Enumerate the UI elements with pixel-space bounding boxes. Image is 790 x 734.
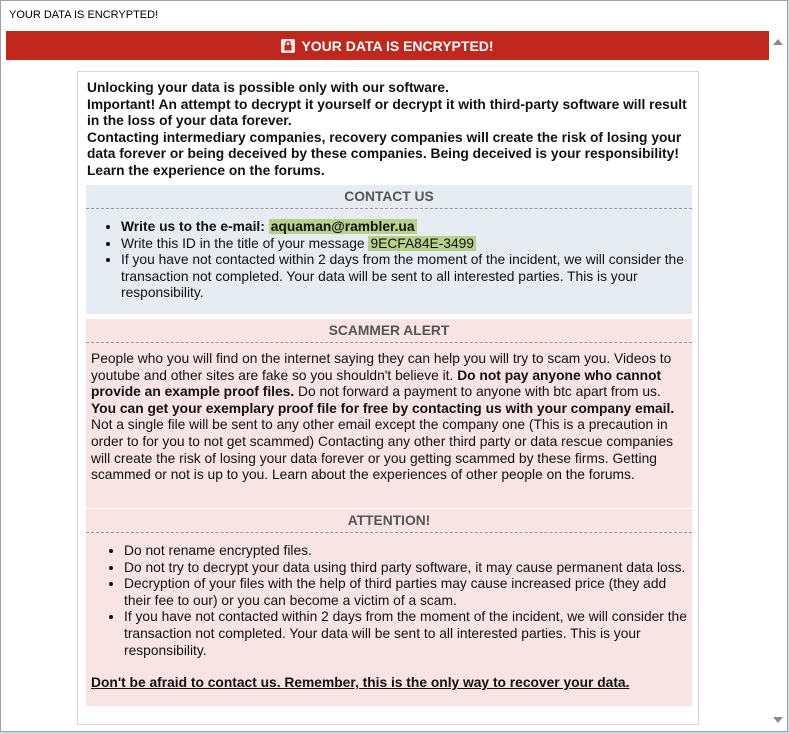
list-item: • If you have not contacted within 2 days from the moment of the incident, we will consider the transaction not completed. Your data will be sent to all interested parties. This is your responsibility.	[121, 252, 692, 302]
attention-section	[86, 509, 692, 706]
id-label: Write this ID in the title of your message	[121, 235, 365, 251]
message-body	[77, 71, 699, 725]
closing-text: Don't be afraid to contact us. Remember, this is the only way to recover your data.	[91, 675, 630, 691]
vertical-scrollbar[interactable]	[769, 31, 786, 731]
attention-heading: ATTENTION!	[86, 509, 692, 533]
intro-line-2: Important! An attempt to decrypt it yourself or decrypt it with third-party software will result in the loss of your data forever.	[87, 96, 687, 129]
email-label: Write us to the e-mail:	[121, 219, 265, 234]
list-item	[121, 236, 692, 253]
scammer-text	[86, 343, 692, 484]
contact-section	[86, 185, 692, 314]
intro-line-1: Unlocking your data is possible only with our software.	[87, 80, 449, 95]
list-item	[121, 219, 692, 236]
header-banner	[6, 31, 769, 60]
scammer-alert-section	[86, 319, 692, 508]
contact-heading: CONTACT US	[86, 185, 692, 209]
list-item: • Do not rename encrypted files.	[124, 543, 692, 560]
scammer-p2-bold: You can get your exemplary proof file for free by contacting us with your company email.	[91, 400, 675, 416]
victim-id[interactable]: 9ECFA84E-3499	[370, 235, 474, 251]
banner-title: YOUR DATA IS ENCRYPTED!	[301, 37, 494, 54]
scammer-p1-bold: Do not pay anyone who cannot provide an example proof files.	[91, 367, 662, 400]
intro-text	[87, 80, 687, 180]
list-item: • Decryption of your files with the help of third parties may cause increased price (they add their fee to our) or you can become a victim of a scam.	[124, 576, 692, 609]
scammer-p1-end: Do not forward a payment to anyone with btc apart from us.	[298, 384, 661, 400]
window-title: YOUR DATA IS ENCRYPTED!	[1, 1, 787, 30]
scammer-p1: People who you will find on the internet saying they can help you will try to scam you. Videos to youtube and other sites are fake so you shouldn't believe it.	[91, 351, 672, 383]
scroll-down-icon[interactable]	[773, 717, 783, 723]
scammer-p3: Not a single file will be sent to any other email except the company one (This is a precaution in order to for you to not get scammed) Contacting any other third party or data rescue companies will create the risk of losing your data forever or you getting scammed by these firms. Getting scammed or not is up to you. Learn about the experiences of other people on the forums.	[91, 417, 674, 483]
list-item: • Do not try to decrypt your data using third party software, it may cause permanent data loss.	[124, 560, 692, 577]
scammer-heading: SCAMMER ALERT	[86, 319, 692, 343]
lock-icon	[281, 39, 295, 53]
scroll-up-icon[interactable]	[773, 39, 783, 45]
contact-list	[86, 209, 692, 302]
contact-email[interactable]: aquaman@rambler.ua	[270, 219, 415, 234]
intro-line-3: Contacting intermediary companies, recovery companies will create the risk of losing your data forever or being deceived by these companies. Being deceived is your responsibility! Learn the experience on the forums.	[87, 129, 682, 178]
attention-list	[86, 533, 692, 659]
list-item: • If you have not contacted within 2 days from the moment of the incident, we will consider the transaction not completed. Your data will be sent to all interested parties. This is your responsibility.	[124, 609, 692, 659]
